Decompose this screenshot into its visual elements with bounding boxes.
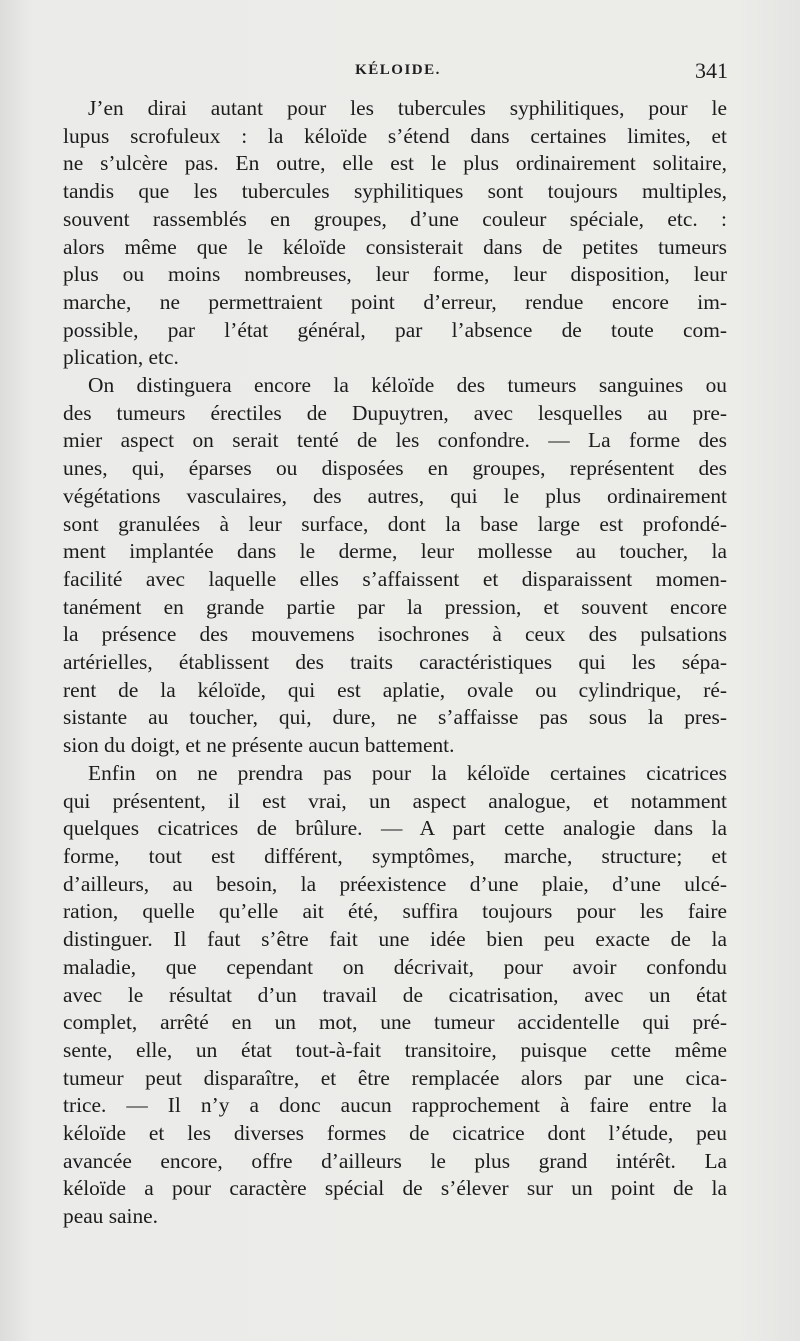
text-line: unes, qui, éparses ou disposées en groupes, représentent des [63, 456, 727, 481]
text-line: plus ou moins nombreuses, leur forme, leur disposition, leur [63, 262, 727, 287]
text-line: ment implantée dans le derme, leur mollesse au toucher, la [63, 539, 727, 564]
text-line: végétations vasculaires, des autres, qui le plus ordinairement [63, 483, 727, 508]
text-line: lupus scrofuleux : la kéloïde s’étend dans certaines limites, et [63, 123, 727, 148]
text-line: distinguer. Il faut s’être fait une idée bien peu exacte de la [63, 927, 727, 952]
text-line: mier aspect on serait tenté de les confondre. — La forme des [63, 428, 727, 453]
page-header [62, 58, 734, 94]
text-line: Enfin on ne prendra pas pour la kéloïde certaines cicatrices [88, 760, 727, 785]
text-line: rent de la kéloïde, qui est aplatie, ovale ou cylindrique, ré- [63, 677, 727, 702]
page-number: 341 [695, 58, 728, 83]
text-line: sente, elle, un état tout-à-fait transitoire, puisque cette même [63, 1037, 727, 1062]
text-line: ration, quelle qu’elle ait été, suffira toujours pour les faire [63, 899, 727, 924]
text-line: d’ailleurs, au besoin, la préexistence d’une plaie, d’une ulcé- [63, 871, 727, 896]
text-line: J’en dirai autant pour les tubercules syphilitiques, pour le [88, 96, 727, 120]
text-line: ne s’ulcère pas. En outre, elle est le plus ordinairement solitaire, [63, 151, 727, 176]
text-line: artérielles, établissent des traits caractéristiques qui les sépa- [63, 650, 727, 675]
text-line: alors même que le kéloïde consisterait dans de petites tumeurs [63, 234, 727, 259]
text-line: quelques cicatrices de brûlure. — A part cette analogie dans la [63, 816, 727, 841]
text-line: qui présentent, il est vrai, un aspect analogue, et notamment [63, 788, 727, 813]
text-line: sistante au toucher, qui, dure, ne s’affaisse pas sous la pres- [63, 705, 727, 730]
text-line: des tumeurs érectiles de Dupuytren, avec lesquelles au pre- [63, 400, 727, 425]
text-line: complet, arrêté en un mot, une tumeur accidentelle qui pré- [63, 1010, 727, 1035]
paragraph [63, 372, 727, 760]
text-line: forme, tout est différent, symptômes, marche, structure; et [63, 843, 727, 868]
text-line: marche, ne permettraient point d’erreur, rendue encore im- [63, 289, 727, 314]
body-text [63, 95, 727, 1231]
text-line: plication, etc. [63, 345, 179, 370]
text-line: kéloïde et les diverses formes de cicatrice dont l’étude, peu [63, 1121, 727, 1146]
text-line: avancée encore, offre d’ailleurs le plus grand intérêt. La [63, 1148, 727, 1173]
text-line: kéloïde a pour caractère spécial de s’élever sur un point de la [63, 1176, 727, 1201]
text-line: tumeur peut disparaître, et être remplacée alors par une cica- [63, 1065, 727, 1090]
text-line: facilité avec laquelle elles s’affaissent et disparaissent momen- [63, 566, 727, 591]
text-line: sion du doigt, et ne présente aucun battement. [63, 733, 455, 758]
paragraph [63, 95, 727, 372]
text-line: tandis que les tubercules syphilitiques sont toujours multiples, [63, 179, 727, 204]
text-line: maladie, que cependant on décrivait, pour avoir confondu [63, 954, 727, 979]
text-line: tanément en grande partie par la pression, et souvent encore [63, 594, 727, 619]
text-line: avec le résultat d’un travail de cicatrisation, avec un état [63, 982, 727, 1007]
text-line: la présence des mouvemens isochrones à ceux des pulsations [63, 622, 727, 647]
text-line: On distinguera encore la kéloïde des tumeurs sanguines ou [88, 373, 727, 398]
text-line: trice. — Il n’y a donc aucun rapprochement à faire entre la [63, 1093, 727, 1118]
text-line: sont granulées à leur surface, dont la base large est profondé- [63, 511, 727, 536]
text-line: souvent rassemblés en groupes, d’une couleur spéciale, etc. : [63, 206, 727, 231]
text-line: peau saine. [63, 1204, 159, 1229]
text-line: possible, par l’état général, par l’absence de toute com- [63, 317, 727, 342]
paragraph [63, 760, 727, 1231]
running-head: KÉLOIDE. [355, 62, 441, 78]
